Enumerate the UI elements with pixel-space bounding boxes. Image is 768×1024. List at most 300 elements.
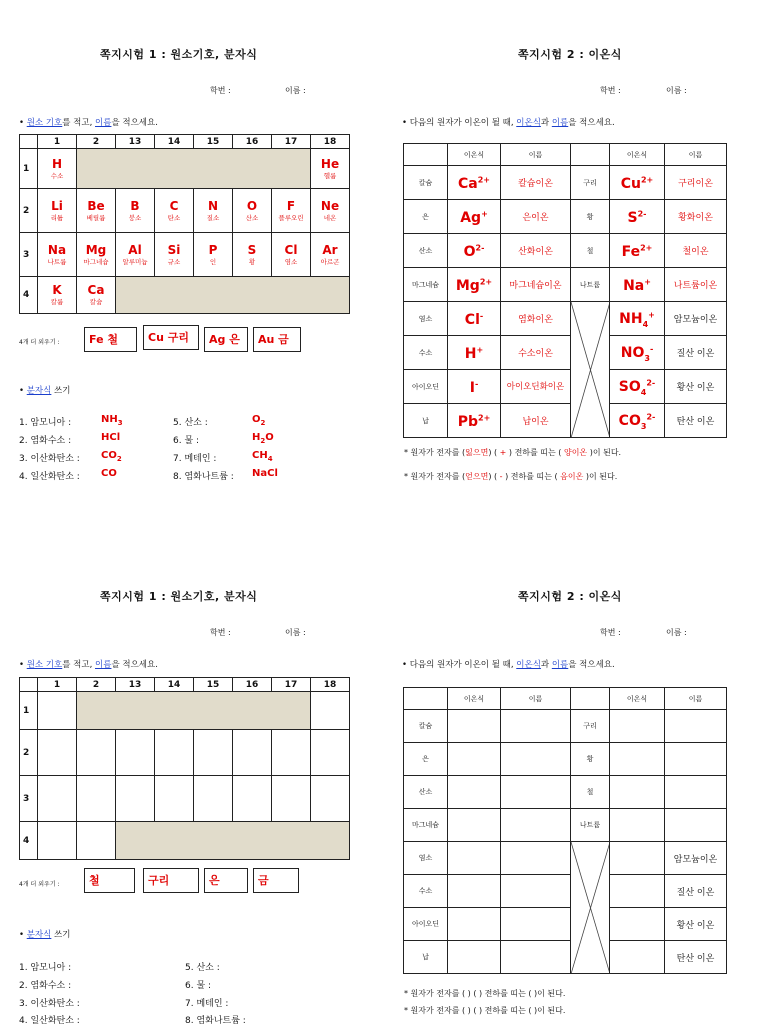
element-name: 플루오린 [278,213,304,222]
ion-name: 암모늄이온 [665,842,727,875]
answer-cell[interactable] [501,842,571,875]
instruction-text: 다음의 원자가 이온이 될 때, [409,660,517,670]
ion-name: 황산 이온 [665,370,727,404]
ion-name: 나트륨이온 [665,268,727,302]
group-header: 2 [77,678,116,692]
element-symbol: C [169,198,179,213]
ion-formula [619,413,656,429]
ion-subscript: 3 [640,421,647,431]
answer-cell[interactable] [665,809,727,842]
atom-label: 납 [404,941,448,974]
ion-symbol: NO [620,345,645,362]
ion-formula [456,278,492,294]
note-gain-electrons [404,471,617,482]
answer-cell[interactable] [116,730,155,776]
compound-formula [101,432,120,443]
col-ion-header: 이온식 [610,144,665,166]
period-number: 3 [20,233,38,277]
memorize-box: Au 금 [253,327,301,352]
ion-name: 질산 이온 [665,875,727,908]
compound-formula [101,450,122,463]
period-number: 4 [20,277,38,314]
instruction-text: 을 적으세요. [111,660,158,670]
compound-label: 3. 이산화탄소 : [19,454,80,464]
element-symbol: Ca [87,283,105,297]
element-name: 황 [248,257,256,266]
note-answer: 음이온 [560,472,584,481]
ion-subscript: 4 [640,387,647,397]
student-number-label: 학번 : [600,628,621,637]
compound-label: 6. 물 : [173,436,200,446]
atom-label: 칼슘 [404,710,448,743]
memorize-box[interactable]: 철 [84,868,135,893]
note-answer: 얻으면 [465,472,489,481]
atom-label: 산소 [404,234,448,268]
answer-cell[interactable] [38,730,77,776]
group-header: 15 [194,135,233,149]
element-symbol: Ne [320,198,340,213]
answer-cell[interactable] [77,822,116,860]
element-symbol: F [286,198,296,213]
memorize-box[interactable]: 금 [253,868,299,893]
ion-formula-cell [448,370,501,404]
instruction-text: 을 적으세요. [568,118,615,128]
bullet: • [19,118,25,128]
ion-charge: - [474,379,479,389]
compound-line [19,451,80,464]
answer-cell[interactable] [610,842,665,875]
compound-formula [252,432,274,445]
element-symbol: Be [87,198,105,213]
answer-cell[interactable] [448,875,501,908]
ion-name: 칼슘이온 [501,166,571,200]
answer-cell[interactable] [501,941,571,974]
answer-cell[interactable] [155,730,194,776]
ion-formula-cell [448,336,501,370]
formula-text: CH [252,450,268,461]
answer-cell[interactable] [77,730,116,776]
element-cell [38,149,77,189]
ion-symbol: O [463,244,476,260]
ion-formula [623,278,651,294]
atom-label: 은 [404,200,448,234]
keyword-name: 이름 [95,660,112,670]
element-name: 마그네슘 [83,257,109,266]
name-label: 이름 : [666,86,687,95]
ion-charge: + [481,209,488,219]
answer-cell[interactable] [38,822,77,860]
quiz1-instruction [19,658,158,670]
note-text: * 원자가 전자를 ( [404,472,466,481]
memorize-box[interactable]: 구리 [143,868,199,893]
atom-label: 황 [571,200,610,234]
bullet: • [402,118,408,128]
memorize-box: Fe 철 [84,327,137,352]
atom-label: 산소 [404,776,448,809]
corner-cell [20,678,38,692]
answer-cell[interactable] [155,776,194,822]
ion-name: 황화이온 [665,200,727,234]
formula-subscript: 4 [267,455,273,463]
ion-formula-cell [610,234,665,268]
formula-text: H [252,432,261,443]
answer-cell[interactable] [610,743,665,776]
cross-lines [571,842,610,974]
ion-formula-cell [610,404,665,438]
answer-cell[interactable] [311,776,350,822]
answer-cell[interactable] [665,776,727,809]
ion-charge: 2- [637,209,647,219]
answer-cell[interactable] [311,730,350,776]
ion-charge: 2+ [479,277,493,287]
name-label: 이름 : [666,628,687,637]
ion-charge: 2- [475,243,485,253]
ion-charge: 2- [646,378,656,388]
molecular-heading [19,384,70,396]
answer-cell[interactable] [448,776,501,809]
ion-name: 구리이온 [665,166,727,200]
element-symbol: He [320,156,340,171]
group-header: 17 [272,135,311,149]
element-name: 인 [209,257,217,266]
ion-formula [460,210,488,226]
formula-text: O [252,414,261,425]
element-cell [194,233,233,277]
ion-charge: - [649,344,654,354]
crossed-out-cell [571,302,610,438]
element-name: 베릴륨 [86,213,106,222]
answer-cell[interactable] [610,875,665,908]
answer-cell[interactable] [610,776,665,809]
instruction-text: 를 적고, [62,660,96,670]
element-name: 네온 [323,213,337,222]
answer-cell[interactable] [665,743,727,776]
quiz2-title: 쪽지시험 2 : 이온식 [518,590,622,603]
ion-name: 아이오딘화이온 [501,370,571,404]
instruction-text: 다음의 원자가 이온이 될 때, [409,118,517,128]
answer-cell[interactable] [665,710,727,743]
answer-cell[interactable] [448,710,501,743]
element-cell [311,149,350,189]
ion-symbol: SO [618,379,641,396]
col-name-header: 이름 [665,144,727,166]
compound-line: 3. 이산화탄소 : [19,999,80,1009]
answer-cell[interactable] [448,941,501,974]
formula-text: NaCl [252,468,278,479]
answer-cell[interactable] [501,710,571,743]
answer-cell[interactable] [448,908,501,941]
group-header: 1 [38,135,77,149]
atom-label: 황 [571,743,610,776]
element-symbol: Si [167,242,181,257]
element-symbol: S [247,242,257,257]
keyword-name: 이름 [551,660,569,670]
ion-name: 은이온 [501,200,571,234]
ion-charge: 2+ [478,413,491,423]
student-number-label: 학번 : [210,86,231,95]
element-symbol: Na [47,242,67,257]
answer-cell[interactable] [272,776,311,822]
element-symbol: K [52,283,62,297]
memorize-label: 4개 더 외우기 : [19,881,60,888]
ion-name: 황산 이온 [665,908,727,941]
formula-subscript: 2 [260,419,266,427]
formula-subscript: 2 [260,437,266,445]
period-number: 4 [20,822,38,860]
ion-formula [622,244,653,260]
corner-cell [404,688,448,710]
ion-charge: 2+ [640,243,653,253]
compound-label: 5. 산소 : [173,418,208,428]
element-cell [233,233,272,277]
answer-cell[interactable] [38,776,77,822]
atom-label: 칼슘 [404,166,448,200]
answer-cell[interactable] [501,743,571,776]
element-cell [38,277,77,314]
ion-formula-cell [448,200,501,234]
ion-symbol: Cl [464,312,480,328]
ion-formula-cell [610,370,665,404]
compound-line: 8. 염화나트륨 : [185,1016,246,1024]
answer-cell[interactable] [448,809,501,842]
element-cell [116,189,155,233]
compound-line [173,433,199,446]
ion-formula [621,176,654,192]
period-number: 1 [20,692,38,730]
ion-symbol: H [464,346,477,362]
element-cell [77,233,116,277]
formula-subscript: 2 [116,455,122,463]
keyword-name: 이름 [95,118,112,128]
answer-cell[interactable] [233,730,272,776]
ion-charge: + [644,277,651,287]
element-symbol: Li [51,198,63,213]
compound-label: 4. 일산화탄소 : [19,472,80,482]
ion-charge: - [479,311,484,321]
ion-formula-cell [448,302,501,336]
group-header: 15 [194,678,233,692]
group-header: 1 [38,678,77,692]
ion-formula-cell [610,268,665,302]
atom-label: 철 [571,234,610,268]
compound-line [173,451,216,464]
instruction-text: 을 적으세요. [111,118,158,128]
ion-symbol: Pb [457,414,478,430]
student-number-label: 학번 : [210,628,231,637]
element-symbol: Cl [284,242,298,257]
ion-table-blank [403,687,727,974]
compound-line [19,433,71,446]
element-cell [311,233,350,277]
ion-charge: 2+ [477,175,490,185]
atom-label: 수소 [404,336,448,370]
ion-name: 산화이온 [501,234,571,268]
name-label: 이름 : [285,86,306,95]
compound-label: 7. 메테인 : [173,454,217,464]
element-name: 칼슘 [89,298,103,306]
answer-cell[interactable] [194,776,233,822]
ion-charge: 2+ [640,175,654,185]
ion-charge: 2- [646,412,656,422]
ion-charge: + [648,310,655,320]
ion-formula [465,312,483,328]
element-name: 리튬 [50,213,64,222]
ion-formula-cell [610,200,665,234]
element-cell [272,189,311,233]
periodic-table-blank [19,677,350,860]
atom-label: 구리 [571,166,610,200]
ion-formula [458,414,491,430]
note-text: ) ( [488,448,498,457]
heading-text: 쓰기 [51,930,71,940]
ion-formula-cell [610,166,665,200]
element-symbol: Mg [85,242,107,257]
name-label: 이름 : [285,628,306,637]
ion-name: 암모늄이온 [665,302,727,336]
ion-symbol: NH [619,311,643,328]
compound-formula [252,468,278,479]
quiz2-title: 쪽지시험 2 : 이온식 [518,48,622,61]
answer-cell[interactable] [272,730,311,776]
atom-label: 납 [404,404,448,438]
answer-cell[interactable] [233,776,272,822]
ion-formula-cell [448,166,501,200]
quiz1-title: 쪽지시험 1 : 원소기호, 분자식 [100,48,258,61]
ion-symbol: Cu [620,176,641,192]
instruction-text: 를 적고, [62,118,96,128]
answer-cell[interactable] [501,908,571,941]
answer-cell[interactable] [610,908,665,941]
compound-line [19,469,80,482]
element-name: 붕소 [128,213,142,222]
element-name: 질소 [206,213,220,222]
memorize-box: Cu 구리 [143,325,199,350]
compound-line: 7. 메테인 : [185,999,229,1009]
col-ion-header: 이온식 [448,144,501,166]
quiz2-instruction [402,116,615,128]
compound-label: 1. 암모니아 : [19,418,72,428]
ion-formula-cell [448,268,501,302]
note-text: ) 전하를 띠는 ( [508,448,562,457]
note-lose-electrons [404,447,621,458]
atom-label: 은 [404,743,448,776]
instruction-text: 을 적으세요. [568,660,615,670]
element-name: 알루미늄 [122,257,148,266]
answer-cell[interactable] [501,875,571,908]
answer-cell[interactable] [501,809,571,842]
answer-cell[interactable] [610,941,665,974]
col-ion-header: 이온식 [610,688,665,710]
answer-cell[interactable] [311,692,350,730]
keyword-element-symbol: 원소 기호 [26,660,63,670]
compound-formula [101,414,123,427]
ion-formula [619,379,655,395]
compound-line: 4. 일산화탄소 : [19,1016,80,1024]
answer-cell[interactable] [38,692,77,730]
ion-formula-cell [610,302,665,336]
col-name-header: 이름 [501,144,571,166]
ion-name: 염화이온 [501,302,571,336]
student-number-label: 학번 : [600,86,621,95]
atom-label: 수소 [404,875,448,908]
element-symbol: Ar [322,242,338,257]
atom-label: 철 [571,776,610,809]
ion-name: 수소이온 [501,336,571,370]
answer-cell[interactable] [610,710,665,743]
heading-text: 쓰기 [51,386,71,396]
atom-label: 구리 [571,710,610,743]
instruction-text: 과 [540,118,552,128]
element-cell [155,233,194,277]
ion-name: 탄산 이온 [665,941,727,974]
element-symbol: O [246,198,258,213]
element-symbol: N [207,198,219,213]
ion-name: 탄산 이온 [665,404,727,438]
answer-cell[interactable] [77,776,116,822]
ion-formula [458,176,490,192]
molecular-heading [19,928,70,940]
ion-symbol: I [469,380,475,396]
element-cell [194,189,233,233]
group-header: 13 [116,678,155,692]
corner-cell [404,144,448,166]
memorize-box[interactable]: 은 [204,868,248,893]
ion-symbol: Mg [455,278,480,294]
ion-formula-cell [448,234,501,268]
corner-cell [571,688,610,710]
element-name: 칼륨 [50,298,64,306]
period-number: 2 [20,189,38,233]
compound-line [173,415,208,428]
ion-symbol: CO [618,413,641,430]
group-header: 16 [233,135,272,149]
answer-cell[interactable] [116,776,155,822]
bullet: • [402,660,408,670]
note-text: )이 된다. [589,448,622,457]
note-text: * 원자가 전자를 ( [404,448,466,457]
compound-formula [252,450,273,463]
formula-text: HCl [101,432,121,443]
answer-cell[interactable] [448,842,501,875]
memorize-label: 4개 더 외우기 : [19,339,60,346]
element-cell [233,189,272,233]
atom-label: 나트륨 [571,809,610,842]
group-header: 14 [155,135,194,149]
answer-cell[interactable] [448,743,501,776]
ion-subscript: 4 [642,319,649,329]
shaded-gap [77,692,311,730]
compound-line: 6. 물 : [185,981,212,991]
element-name: 아르곤 [320,257,340,266]
ion-subscript: 3 [644,353,650,363]
ion-name: 마그네슘이온 [501,268,571,302]
corner-cell [571,144,610,166]
bullet: • [19,660,25,670]
corner-cell [20,135,38,149]
answer-cell[interactable] [610,809,665,842]
compound-formula [252,414,265,427]
answer-cell[interactable] [501,776,571,809]
element-cell [311,189,350,233]
answer-cell[interactable] [194,730,233,776]
shaded-gap [77,149,311,189]
note-text: ) 전하를 띠는 ( [505,472,558,481]
formula-text: CO [101,450,117,461]
atom-label: 나트륨 [571,268,610,302]
group-header: 18 [311,135,350,149]
atom-label: 염소 [404,302,448,336]
element-name: 탄소 [167,213,181,222]
